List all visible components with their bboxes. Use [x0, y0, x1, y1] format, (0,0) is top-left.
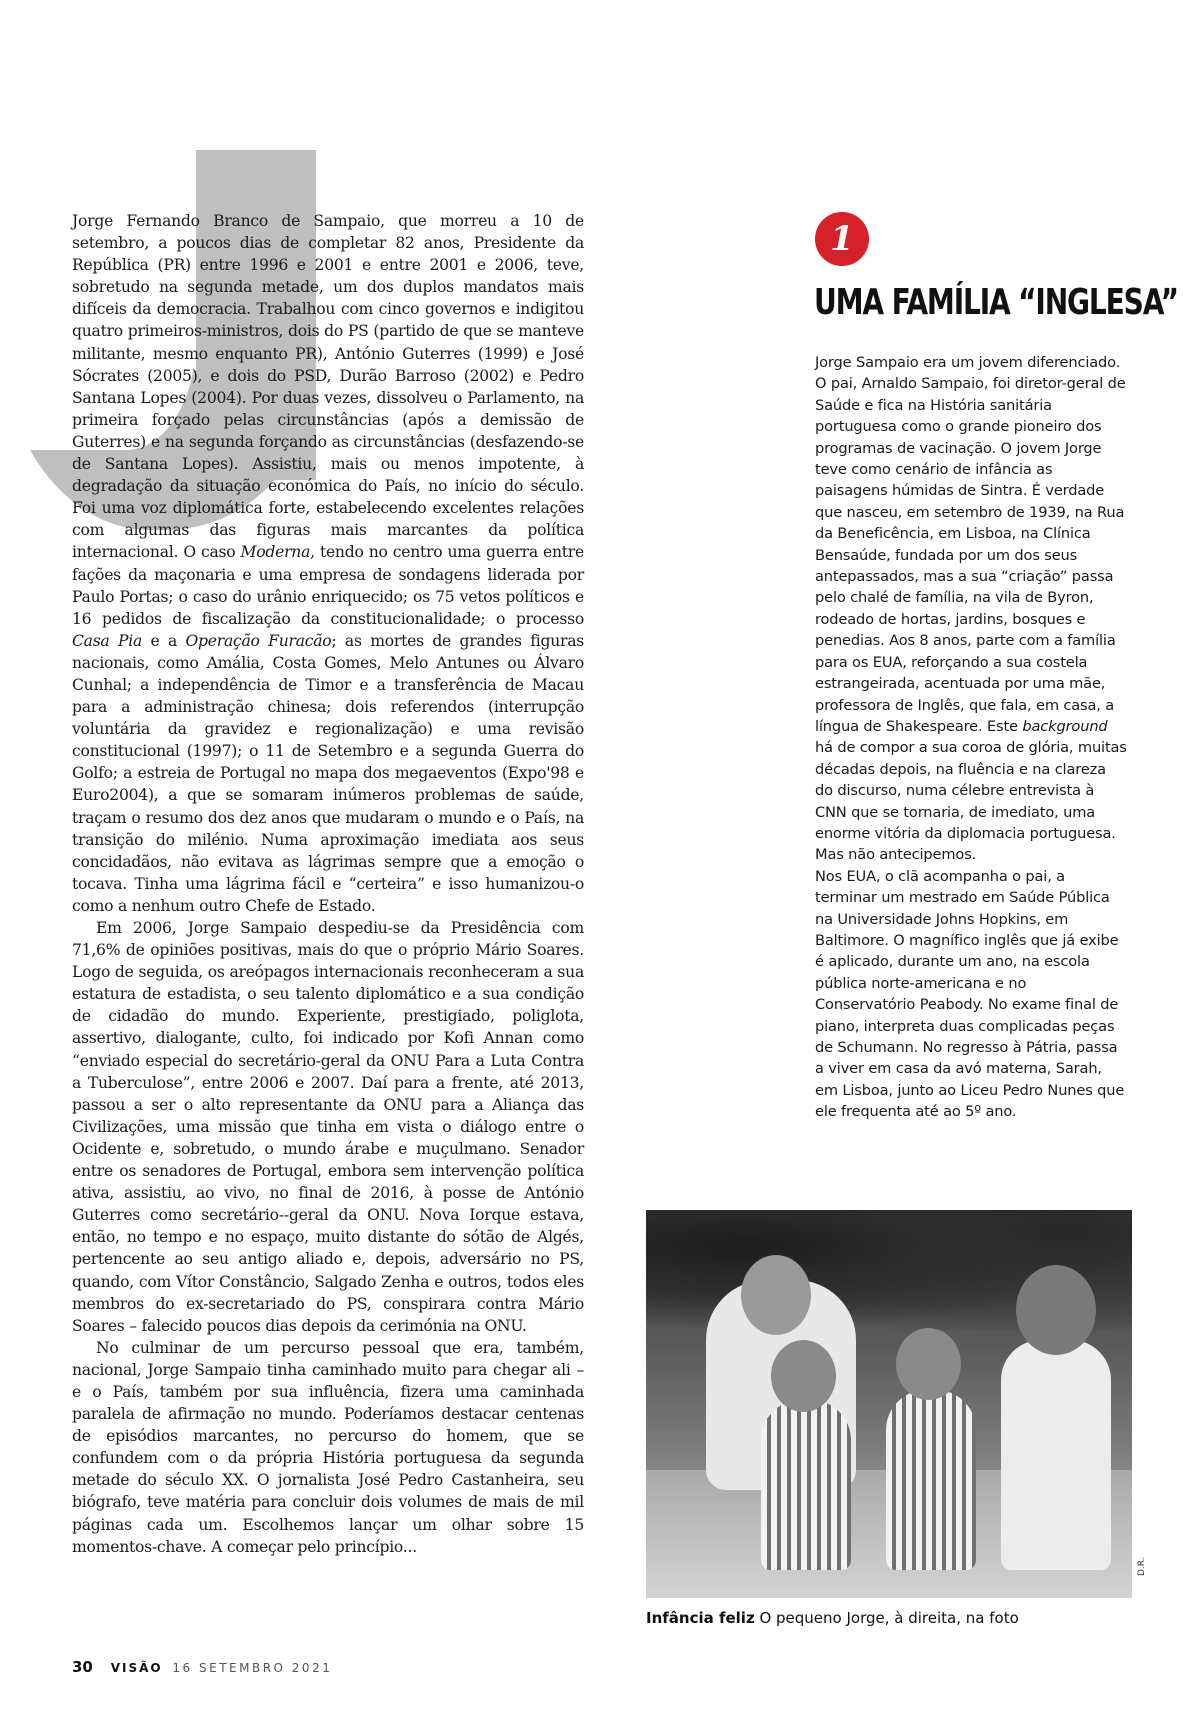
caption-lead: Infância feliz: [646, 1609, 755, 1627]
section-headline: UMA FAMÍLIA “INGLESA”: [814, 282, 1178, 323]
caption-text: O pequeno Jorge, à direita, na foto: [754, 1609, 1019, 1627]
sidebar-column: [815, 352, 1127, 1123]
section-number-badge: 1: [815, 212, 869, 266]
article-paragraph-2: Em 2006, Jorge Sampaio despediu-se da Presidência com 71,6% de opiniões positivas, mais do que o próprio Mário Soares. Logo de seguida, os areópagos internacionais reconheceram a sua estatura de estadista, o seu talento diplomático e a sua condição de cidadão do mundo. Experiente, prestigiado, poliglota, assertivo, dialogante, culto, foi indicado por Kofi Annan como “enviado especial do secretário-geral da ONU Para a Luta Contra a Tuberculose”, entre 2006 e 2007. Daí para a frente, até 2013, passou a ser o alto representante da ONU para a Aliança das Civilizações, uma missão que tinha em vista o diálogo entre o Ocidente e, sobretudo, o mundo árabe e muçulmano. Senador entre os senadores de Portugal, embora sem intervenção política ativa, assistiu, ao vivo, no final de 2016, à posse de António Guterres como secretário--geral da ONU. Nova Iorque estava, então, no tempo e no espaço, muito distante do sótão de Algés, pertencente ao seu antigo aliado e, depois, adversário no PS, quando, com Vítor Constâncio, Salgado Zenha e outros, todos eles membros do ex-secretariado do PS, conspirara contra Mário Soares – falecido poucos dias depois da cerimónia na ONU.: [72, 919, 584, 1335]
article-paragraph-3: No culminar de um percurso pessoal que era, também, nacional, Jorge Sampaio tinha caminhado muito para chegar ali – e o País, também por sua influência, fizera uma caminhada paralela de afirmação no mundo. Poderíamos destacar centenas de episódios marcantes, no percurso do homem, que se confundem com o da própria História portuguesa da segunda metade do século XX. O jornalista José Pedro Castanheira, seu biógrafo, teve matéria para concluir dois volumes de mais de mil páginas cada um. Escolhemos lançar um olhar sobre 15 momentos-chave. A começar pelo princípio...: [72, 1338, 584, 1556]
main-article-column: [72, 210, 584, 1558]
childhood-photo: [646, 1210, 1132, 1598]
photo-caption: [646, 1608, 1132, 1628]
magazine-name: VISÃO: [110, 1661, 163, 1675]
issue-date: 16 SETEMBRO 2021: [172, 1661, 333, 1675]
page-footer: [72, 1658, 332, 1676]
page-number: 30: [72, 1658, 93, 1676]
sidebar-paragraph-2: Nos EUA, o clã acompanha o pai, a terminar um mestrado em Saúde Pública na Universidade Johns Hopkins, em Baltimore. O magnífico inglês que já exibe é aplicado, durante um ano, na escola pública norte-americana e no Conservatório Peabody. No exame final de piano, interpreta duas complicadas peças de Schumann. No regresso à Pátria, passa a viver em casa da avó materna, Sarah, em Lisboa, junto ao Liceu Pedro Nunes que ele frequenta até ao 5º ano.: [815, 867, 1125, 1121]
article-paragraph-1: Jorge Fernando Branco de Sampaio, que morreu a 10 de setembro, a poucos dias de completar 82 anos, Presidente da República (PR) entre 1996 e 2001 e entre 2001 e 2006, teve, sobretudo na segunda metade, um dos duplos mandatos mais difíceis da democracia. Trabalhou com cinco governos e indigitou quatro primeiros-ministros, dois do PS (partido de que se manteve militante, mesmo enquanto PR), António Guterres (1999) e José Sócrates (2005), e dois do PSD, Durão Barroso (2002) e Pedro Santana Lopes (2004). Por duas vezes, dissolveu o Parlamento, na primeira forçado pelas circunstâncias (após a demissão de Guterres) e na segunda forçando as circunstâncias (desfazendo-se de Santana Lopes). Assistiu, mais ou menos impotente, à degradação da situação económica do País, no início do século. Foi uma voz diplomática forte, estabelecendo excelentes relações com algumas das figuras mais marcantes da política internacional. O caso Moderna, tendo no centro uma guerra entre fações da maçonaria e uma empresa de sondagens liderada por Paulo Portas; o caso do urânio enriquecido; os 75 vetos políticos e 16 pedidos de fiscalização da constitucionalidade; o processo Casa Pia e a Operação Furacão; as mortes de grandes figuras nacionais, como Amália, Costa Gomes, Melo Antunes ou Álvaro Cunhal; a independência de Timor e a transferência de Macau para a administração chinesa; dois referendos (interrupção voluntária da gravidez e regionalização) e uma revisão constitucional (1997); o 11 de Setembro e a segunda Guerra do Golfo; a estreia de Portugal no mapa dos megaeventos (Expo'98 e Euro2004), a que se somaram inúmeros problemas de saúde, traçam o resumo dos dez anos que mudaram o mundo e o País, na transição do milénio. Numa aproximação imediata aos seus concidadãos, não evitava as lágrimas sempre que a emoção o tocava. Tinha uma lágrima fácil e “certeira” e isso humanizou-o como a nenhum outro Chefe de Estado.: [72, 212, 585, 915]
photo-credit: D.R.: [1137, 1557, 1147, 1576]
sidebar-paragraph-1: Jorge Sampaio era um jovem diferenciado. O pai, Arnaldo Sampaio, foi diretor-geral de Saúde e fica na História sanitária portuguesa como o grande pioneiro dos programas de vacinação. O jovem Jorge teve como cenário de infância as paisagens húmidas de Sintra. É verdade que nasceu, em setembro de 1939, na Rua da Beneficência, em Lisboa, na Clínica Bensaúde, fundada por um dos seus antepassados, mas a sua “criação” passa pelo chalé de família, na vila de Byron, rodeado de hortas, jardins, bosques e penedias. Aos 8 anos, parte com a família para os EUA, reforçando a sua costela estrangeirada, acentuada por uma mãe, professora de Inglês, que fala, em casa, a língua de Shakespeare. Este background há de compor a sua coroa de glória, muitas décadas depois, na fluência e na clareza do discurso, numa célebre entrevista à CNN que se tornaria, de imediato, uma enorme vitória da diplomacia portuguesa. Mas não antecipemos.: [815, 354, 1127, 864]
